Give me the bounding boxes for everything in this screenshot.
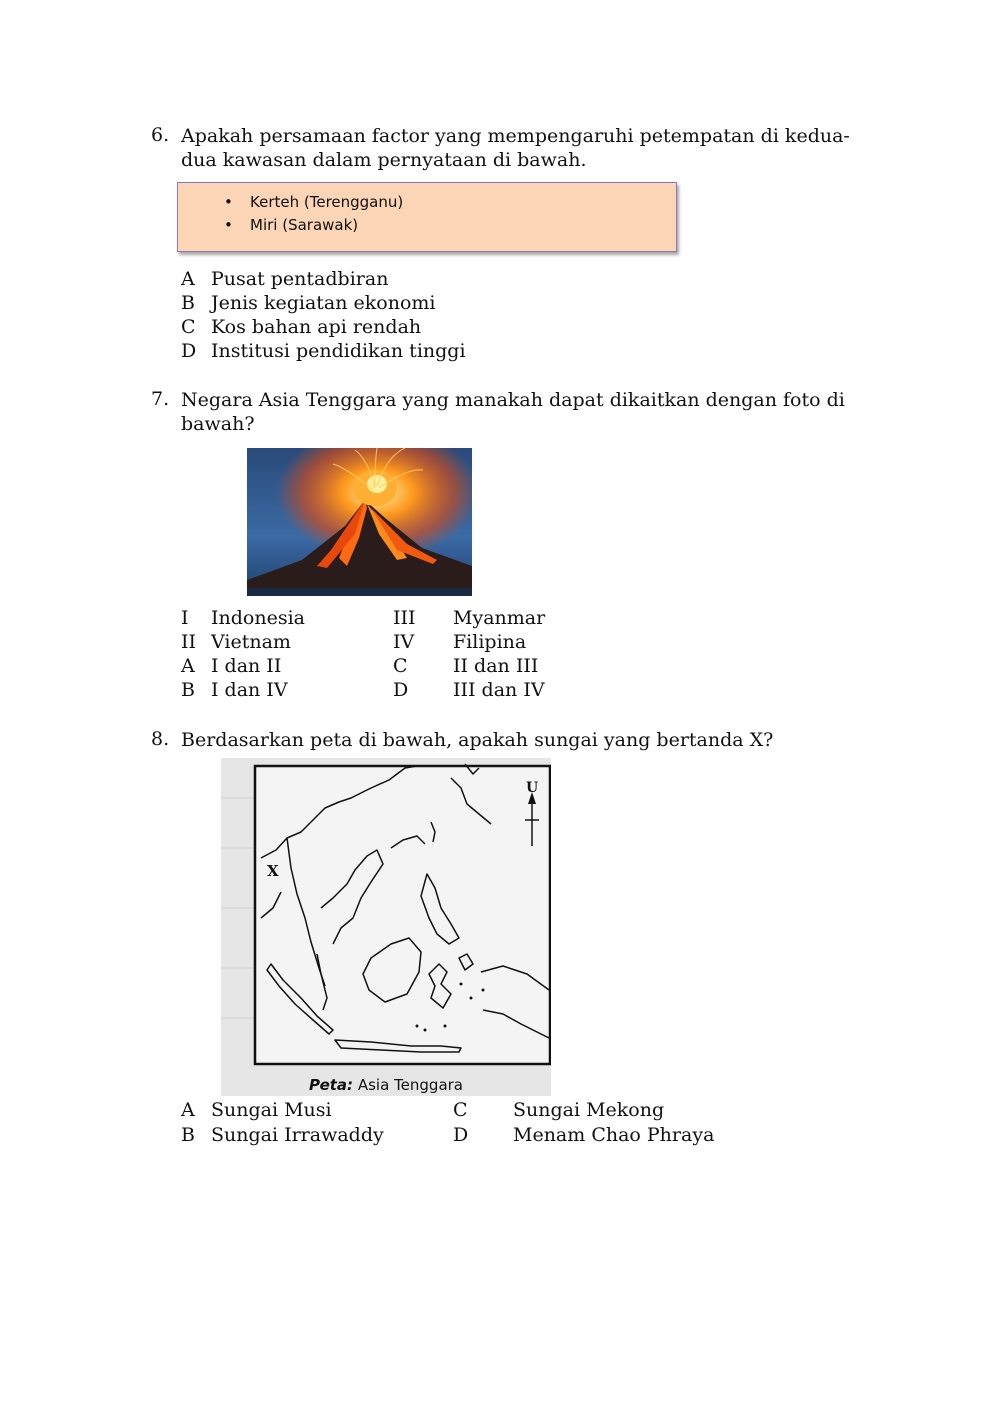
- q6-option-letter: D: [181, 340, 197, 362]
- q8-question: Berdasarkan peta di bawah, apakah sungai yang bertanda X?: [181, 729, 774, 751]
- q6-option-letter: C: [181, 316, 196, 338]
- q8-option-letter: D: [453, 1124, 469, 1146]
- q6-option-d[interactable]: Institusi pendidikan tinggi: [211, 340, 466, 362]
- q8-number: 8.: [151, 728, 170, 750]
- volcano-photo: [247, 448, 472, 596]
- compass-north-label: U: [526, 780, 539, 796]
- q8-option-letter: A: [181, 1099, 195, 1121]
- q8-option-b[interactable]: Sungai Irrawaddy: [211, 1124, 384, 1146]
- map-caption: [309, 1076, 463, 1094]
- q7-option-c[interactable]: II dan III: [453, 655, 539, 677]
- q7-option-letter: A: [181, 655, 195, 677]
- q7-statement-ii: Vietnam: [211, 631, 291, 653]
- q7-option-letter: B: [181, 679, 195, 701]
- q8-option-d[interactable]: Menam Chao Phraya: [513, 1124, 715, 1146]
- q8-option-a[interactable]: Sungai Musi: [211, 1099, 332, 1121]
- q7-statement-roman: IV: [393, 631, 415, 653]
- q6-statement-box: [177, 182, 677, 252]
- volcano-illustration: [247, 448, 472, 596]
- q6-option-b[interactable]: Jenis kegiatan ekonomi: [211, 292, 436, 314]
- q6-option-c[interactable]: Kos bahan api rendah: [211, 316, 422, 338]
- q7-option-b[interactable]: I dan IV: [211, 679, 288, 701]
- q7-option-a[interactable]: I dan II: [211, 655, 282, 677]
- q7-question-line2: bawah?: [181, 413, 255, 435]
- q7-option-letter: D: [393, 679, 409, 701]
- q6-option-letter: B: [181, 292, 195, 314]
- q7-statement-iii: Myanmar: [453, 607, 546, 629]
- q7-option-letter: C: [393, 655, 408, 677]
- map-caption-text: Asia Tenggara: [357, 1076, 463, 1094]
- q8-option-letter: B: [181, 1124, 195, 1146]
- q6-question-line2: dua kawasan dalam pernyataan di bawah.: [181, 149, 587, 171]
- q7-statement-i: Indonesia: [211, 607, 305, 629]
- q6-option-a[interactable]: Pusat pentadbiran: [211, 268, 389, 290]
- southeast-asia-map: [221, 758, 551, 1096]
- map-illustration: [221, 758, 551, 1096]
- map-x-marker: X: [267, 862, 279, 880]
- q7-statement-roman: I: [181, 607, 189, 629]
- q7-statement-roman: II: [181, 631, 197, 653]
- q8-option-c[interactable]: Sungai Mekong: [513, 1099, 665, 1121]
- q7-statement-iv: Filipina: [453, 631, 527, 653]
- q6-box-item: • Kerteh (Terengganu): [250, 193, 403, 211]
- q7-statement-roman: III: [393, 607, 416, 629]
- q6-question-line1: Apakah persamaan factor yang mempengaruhi petempatan di kedua-: [181, 125, 850, 147]
- q7-option-d[interactable]: III dan IV: [453, 679, 545, 701]
- q6-option-letter: A: [181, 268, 195, 290]
- q7-number: 7.: [151, 388, 170, 410]
- q8-option-letter: C: [453, 1099, 468, 1121]
- q7-question-line1: Negara Asia Tenggara yang manakah dapat dikaitkan dengan foto di: [181, 389, 845, 411]
- q6-number: 6.: [151, 124, 170, 146]
- map-caption-bold: Peta:: [309, 1076, 354, 1094]
- q6-box-item: • Miri (Sarawak): [250, 216, 358, 234]
